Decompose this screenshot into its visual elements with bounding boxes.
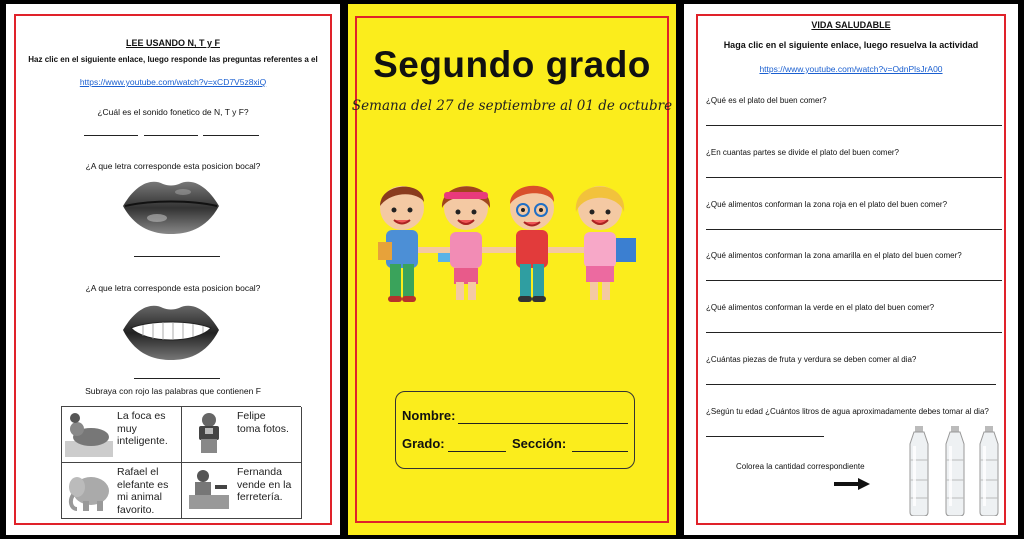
hardware-store-illustration-icon bbox=[185, 467, 233, 513]
question-item: ¿Qué alimentos conforman la zona amarilla en el plato del buen comer? bbox=[706, 251, 962, 260]
answer-line[interactable] bbox=[144, 135, 198, 136]
closed-lips-icon bbox=[121, 174, 221, 236]
instruction-text: Haz clic en el siguiente enlace, luego responde las preguntas referentes a el bbox=[28, 55, 318, 64]
cover-subtitle: Semana del 27 de septiembre al 01 de octubre bbox=[351, 98, 673, 114]
word-cell-text: Fernanda vende en la ferretería. bbox=[237, 466, 292, 503]
page-title: LEE USANDO N, T y F bbox=[125, 38, 220, 48]
color-instruction: Colorea la cantidad correspondiente bbox=[736, 462, 865, 471]
elephant-illustration-icon bbox=[65, 467, 113, 513]
word-cell-text: La foca es muy inteligente. bbox=[117, 410, 168, 447]
answer-line[interactable] bbox=[706, 332, 1002, 333]
answer-line[interactable] bbox=[706, 384, 996, 385]
open-smile-lips-icon bbox=[121, 300, 221, 362]
word-grid bbox=[61, 406, 301, 519]
page-title: VIDA SALUDABLE bbox=[811, 20, 891, 30]
cover-title: Segundo grado bbox=[373, 44, 651, 85]
section-field[interactable] bbox=[572, 451, 628, 452]
student-info-box bbox=[395, 391, 635, 469]
word-cell-text: Felipe toma fotos. bbox=[237, 410, 289, 435]
question-item: ¿Según tu edad ¿Cuántos litros de agua aproximadamente debes tomar al dia? bbox=[706, 407, 989, 416]
question-mouth-position: ¿A que letra corresponde esta posicion bocal? bbox=[85, 283, 261, 293]
answer-line[interactable] bbox=[84, 135, 138, 136]
word-cell-fernanda bbox=[182, 463, 302, 519]
water-bottle-icon[interactable] bbox=[906, 426, 932, 516]
section-label: Sección: bbox=[512, 436, 567, 451]
question-item: ¿Cuántas piezas de fruta y verdura se deben comer al dia? bbox=[706, 355, 917, 364]
question-item: ¿Qué es el plato del buen comer? bbox=[706, 96, 827, 105]
name-field[interactable] bbox=[458, 423, 628, 424]
question-item: ¿Qué alimentos conforman la verde en el plato del buen comer? bbox=[706, 303, 935, 312]
question-item: ¿En cuantas partes se divide el plato del buen comer? bbox=[706, 148, 900, 157]
word-cell-foca bbox=[62, 407, 182, 463]
name-label: Nombre: bbox=[402, 408, 456, 423]
grade-field[interactable] bbox=[448, 451, 506, 452]
answer-line[interactable] bbox=[203, 135, 259, 136]
photographer-illustration-icon bbox=[185, 411, 233, 457]
grade-label: Grado: bbox=[402, 436, 445, 451]
answer-line[interactable] bbox=[706, 436, 824, 437]
question-item: ¿Qué alimentos conforman la zona roja en el plato del buen comer? bbox=[706, 200, 948, 209]
answer-line[interactable] bbox=[706, 177, 1002, 178]
worksheet-reading-page bbox=[6, 4, 340, 535]
video-link[interactable]: https://www.youtube.com/watch?v=xCD7V5z8xiQ bbox=[79, 77, 267, 87]
question-mouth-position: ¿A que letra corresponde esta posicion bocal? bbox=[85, 161, 261, 171]
answer-line[interactable] bbox=[706, 125, 1002, 126]
answer-line[interactable] bbox=[706, 229, 1002, 230]
answer-line[interactable] bbox=[706, 280, 1002, 281]
underline-instruction: Subraya con rojo las palabras que contienen F bbox=[85, 386, 261, 396]
seal-illustration-icon bbox=[65, 411, 113, 457]
water-bottle-icon[interactable] bbox=[976, 426, 1002, 516]
answer-line[interactable] bbox=[134, 378, 220, 379]
children-illustration-icon bbox=[372, 172, 662, 332]
worksheet-health-page bbox=[684, 4, 1018, 535]
arrow-right-icon bbox=[834, 478, 870, 490]
word-cell-text: Rafael el elefante es mi animal favorito. bbox=[117, 466, 169, 516]
word-cell-elefante bbox=[62, 463, 182, 519]
instruction-text: Haga clic en el siguiente enlace, luego resuelva la actividad bbox=[723, 40, 979, 50]
water-bottle-icon[interactable] bbox=[942, 426, 968, 516]
video-link[interactable]: https://www.youtube.com/watch?v=OdnPlsJrA00 bbox=[759, 64, 943, 74]
cover-page bbox=[344, 4, 680, 535]
answer-line[interactable] bbox=[134, 256, 220, 257]
word-cell-felipe bbox=[182, 407, 302, 463]
question-phonetic: ¿Cuál es el sonido fonetico de N, T y F? bbox=[97, 107, 249, 117]
